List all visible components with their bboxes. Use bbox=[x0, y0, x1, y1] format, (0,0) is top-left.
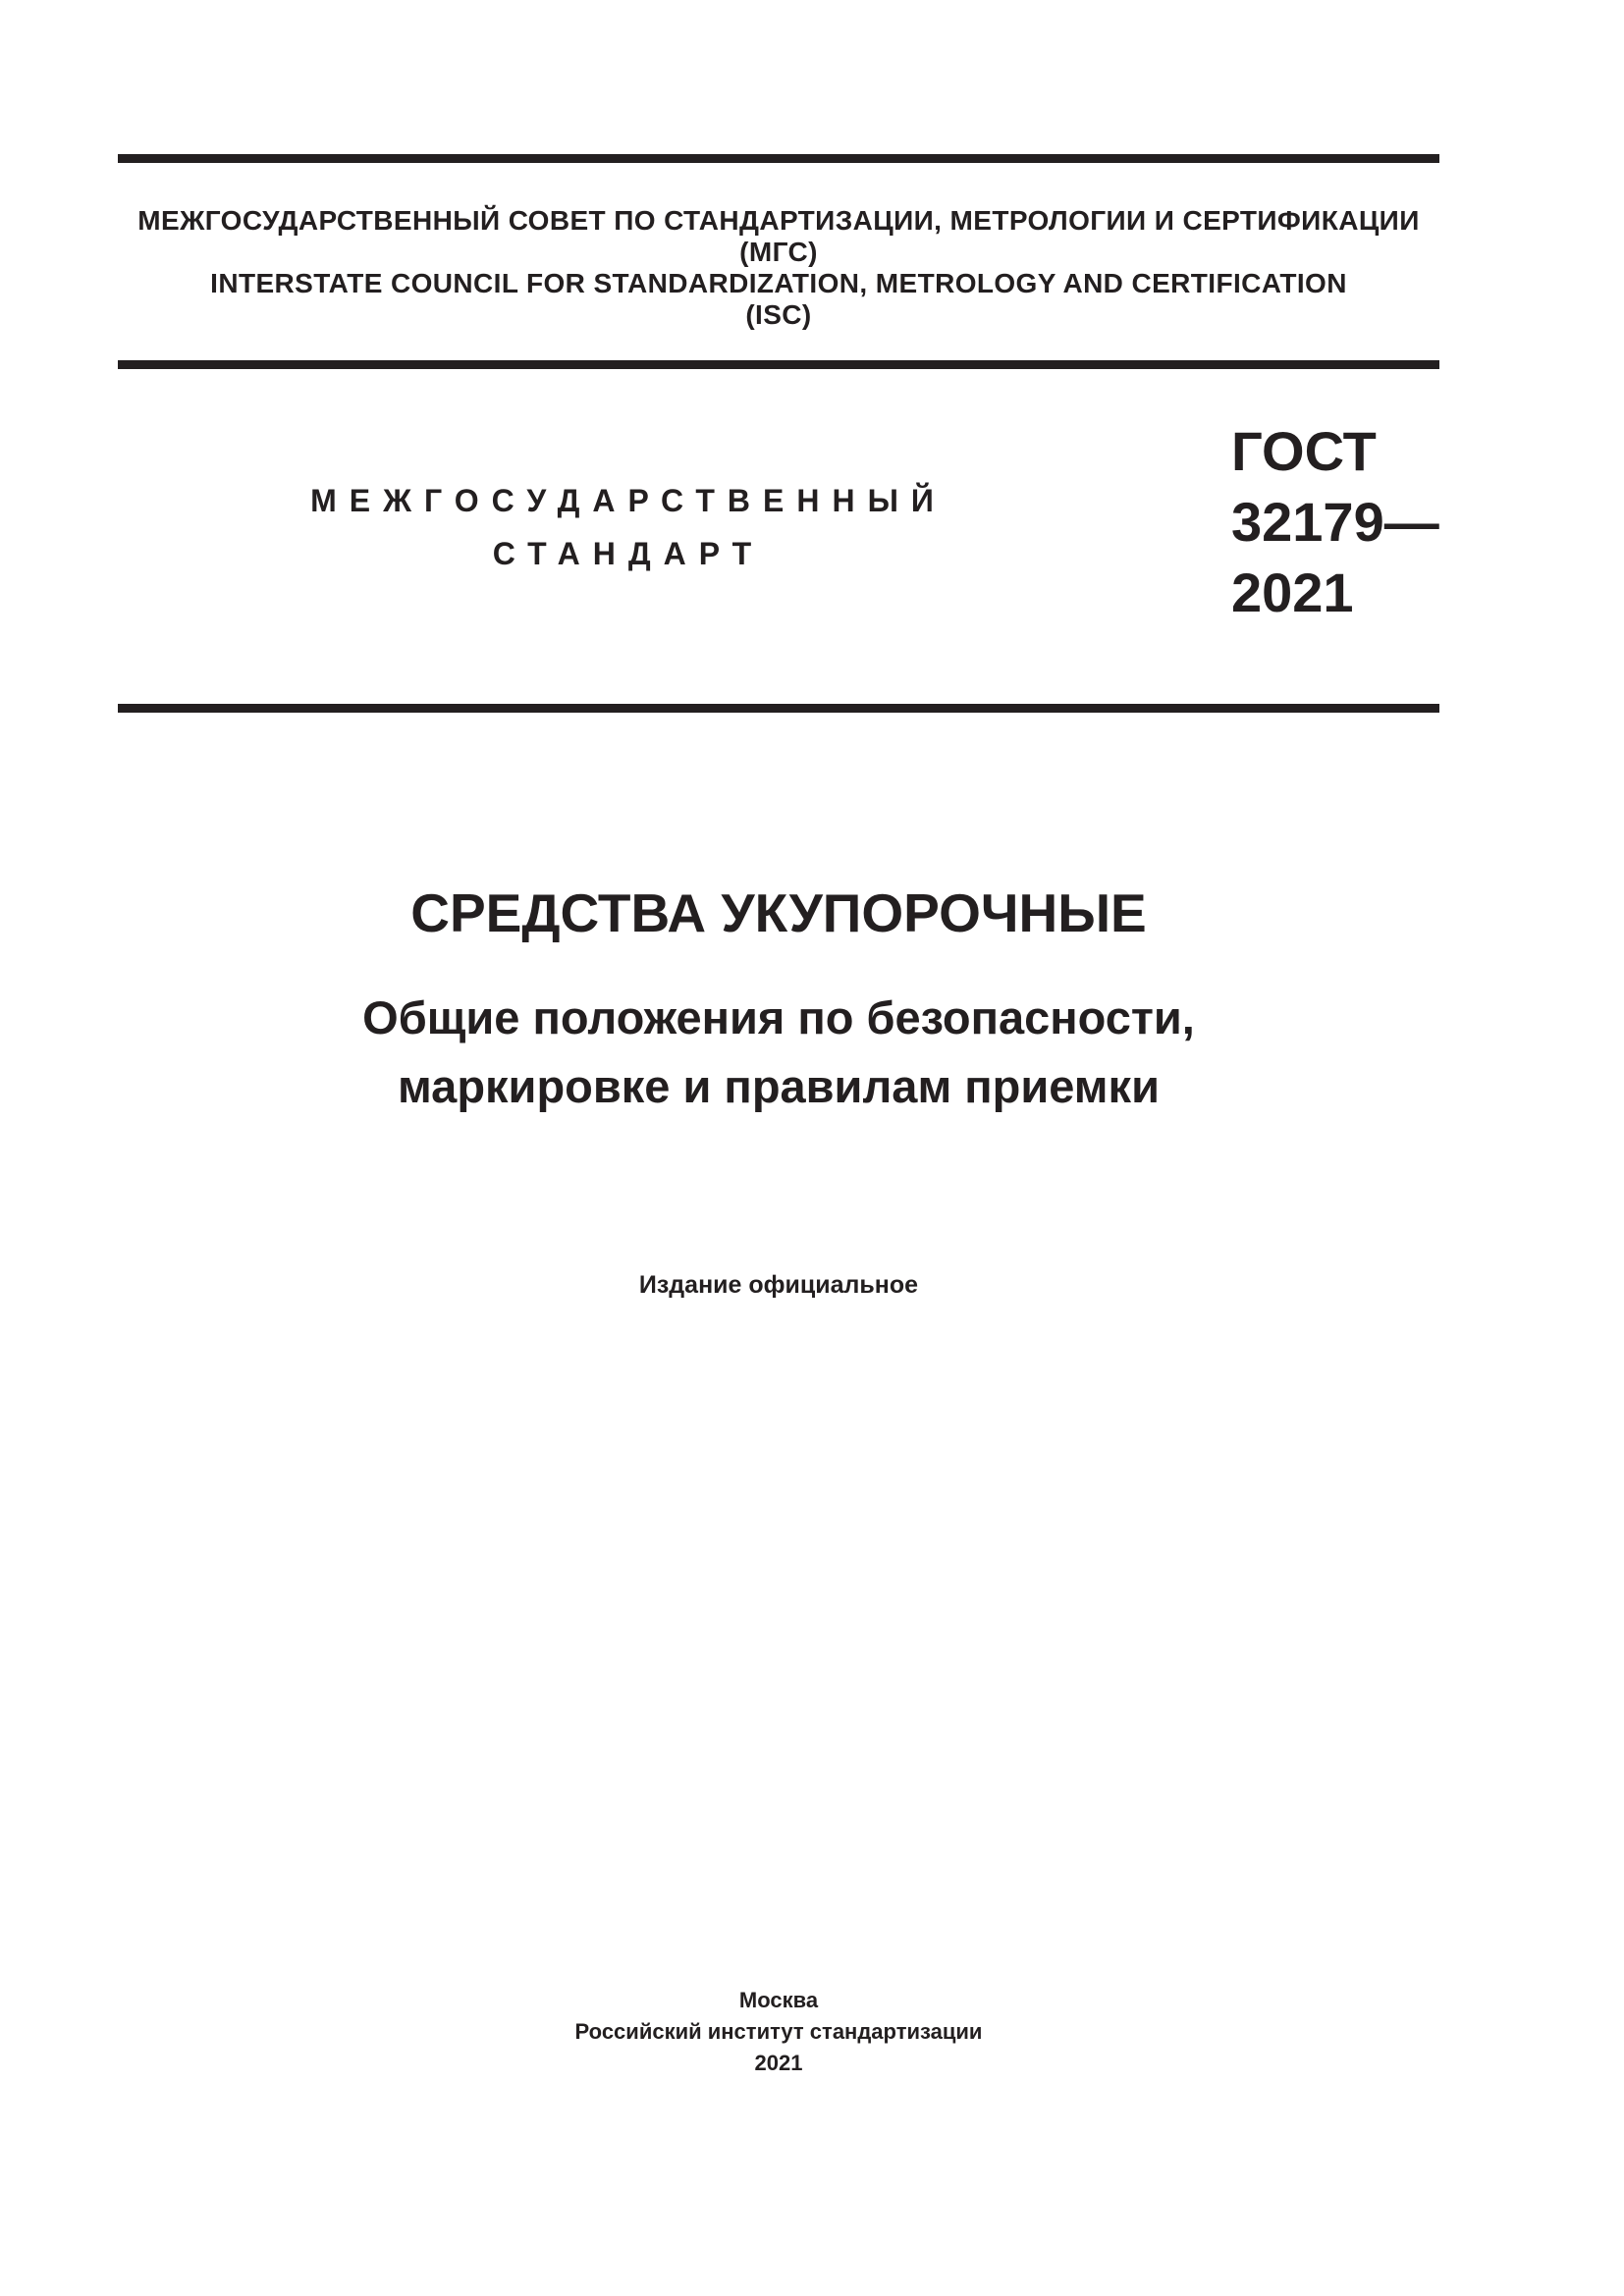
council-abbr-ru: (МГС) bbox=[739, 237, 818, 267]
document-title: СРЕДСТВА УКУПОРОЧНЫЕ bbox=[410, 882, 1147, 943]
imprint-city: Москва bbox=[738, 1988, 819, 2012]
council-divider bbox=[118, 360, 1439, 369]
standard-type-line2: СТАНДАРТ bbox=[492, 536, 765, 571]
standard-code-line3: 2021 bbox=[1231, 561, 1354, 623]
council-abbr-en: (ISC) bbox=[745, 299, 812, 330]
document-subtitle bbox=[118, 984, 1439, 1121]
imprint-publisher: Российский институт стандартизации bbox=[574, 2019, 983, 2044]
standard-code-line1: ГОСТ bbox=[1231, 420, 1377, 482]
standard-type bbox=[295, 474, 962, 580]
council-header bbox=[118, 205, 1439, 331]
standard-code-line2: 32179— bbox=[1231, 491, 1439, 553]
document-subtitle-line1: Общие положения по безопасности, bbox=[362, 991, 1195, 1043]
standard-code bbox=[1231, 416, 1439, 628]
top-rule bbox=[118, 154, 1439, 163]
council-name-ru: МЕЖГОСУДАРСТВЕННЫЙ СОВЕТ ПО СТАНДАРТИЗАЦИИ, МЕТРОЛОГИИ И СЕРТИФИКАЦИИ bbox=[137, 205, 1420, 236]
imprint-year: 2021 bbox=[754, 2051, 803, 2075]
standard-divider bbox=[118, 704, 1439, 713]
standard-type-line1: МЕЖГОСУДАРСТВЕННЫЙ bbox=[310, 483, 947, 518]
council-name-en: INTERSTATE COUNCIL FOR STANDARDIZATION, METROLOGY AND CERTIFICATION bbox=[210, 268, 1347, 298]
imprint bbox=[118, 1985, 1439, 2079]
document-subtitle-line2: маркировке и правилам приемки bbox=[398, 1060, 1160, 1112]
edition-note: Издание официальное bbox=[638, 1271, 919, 1299]
